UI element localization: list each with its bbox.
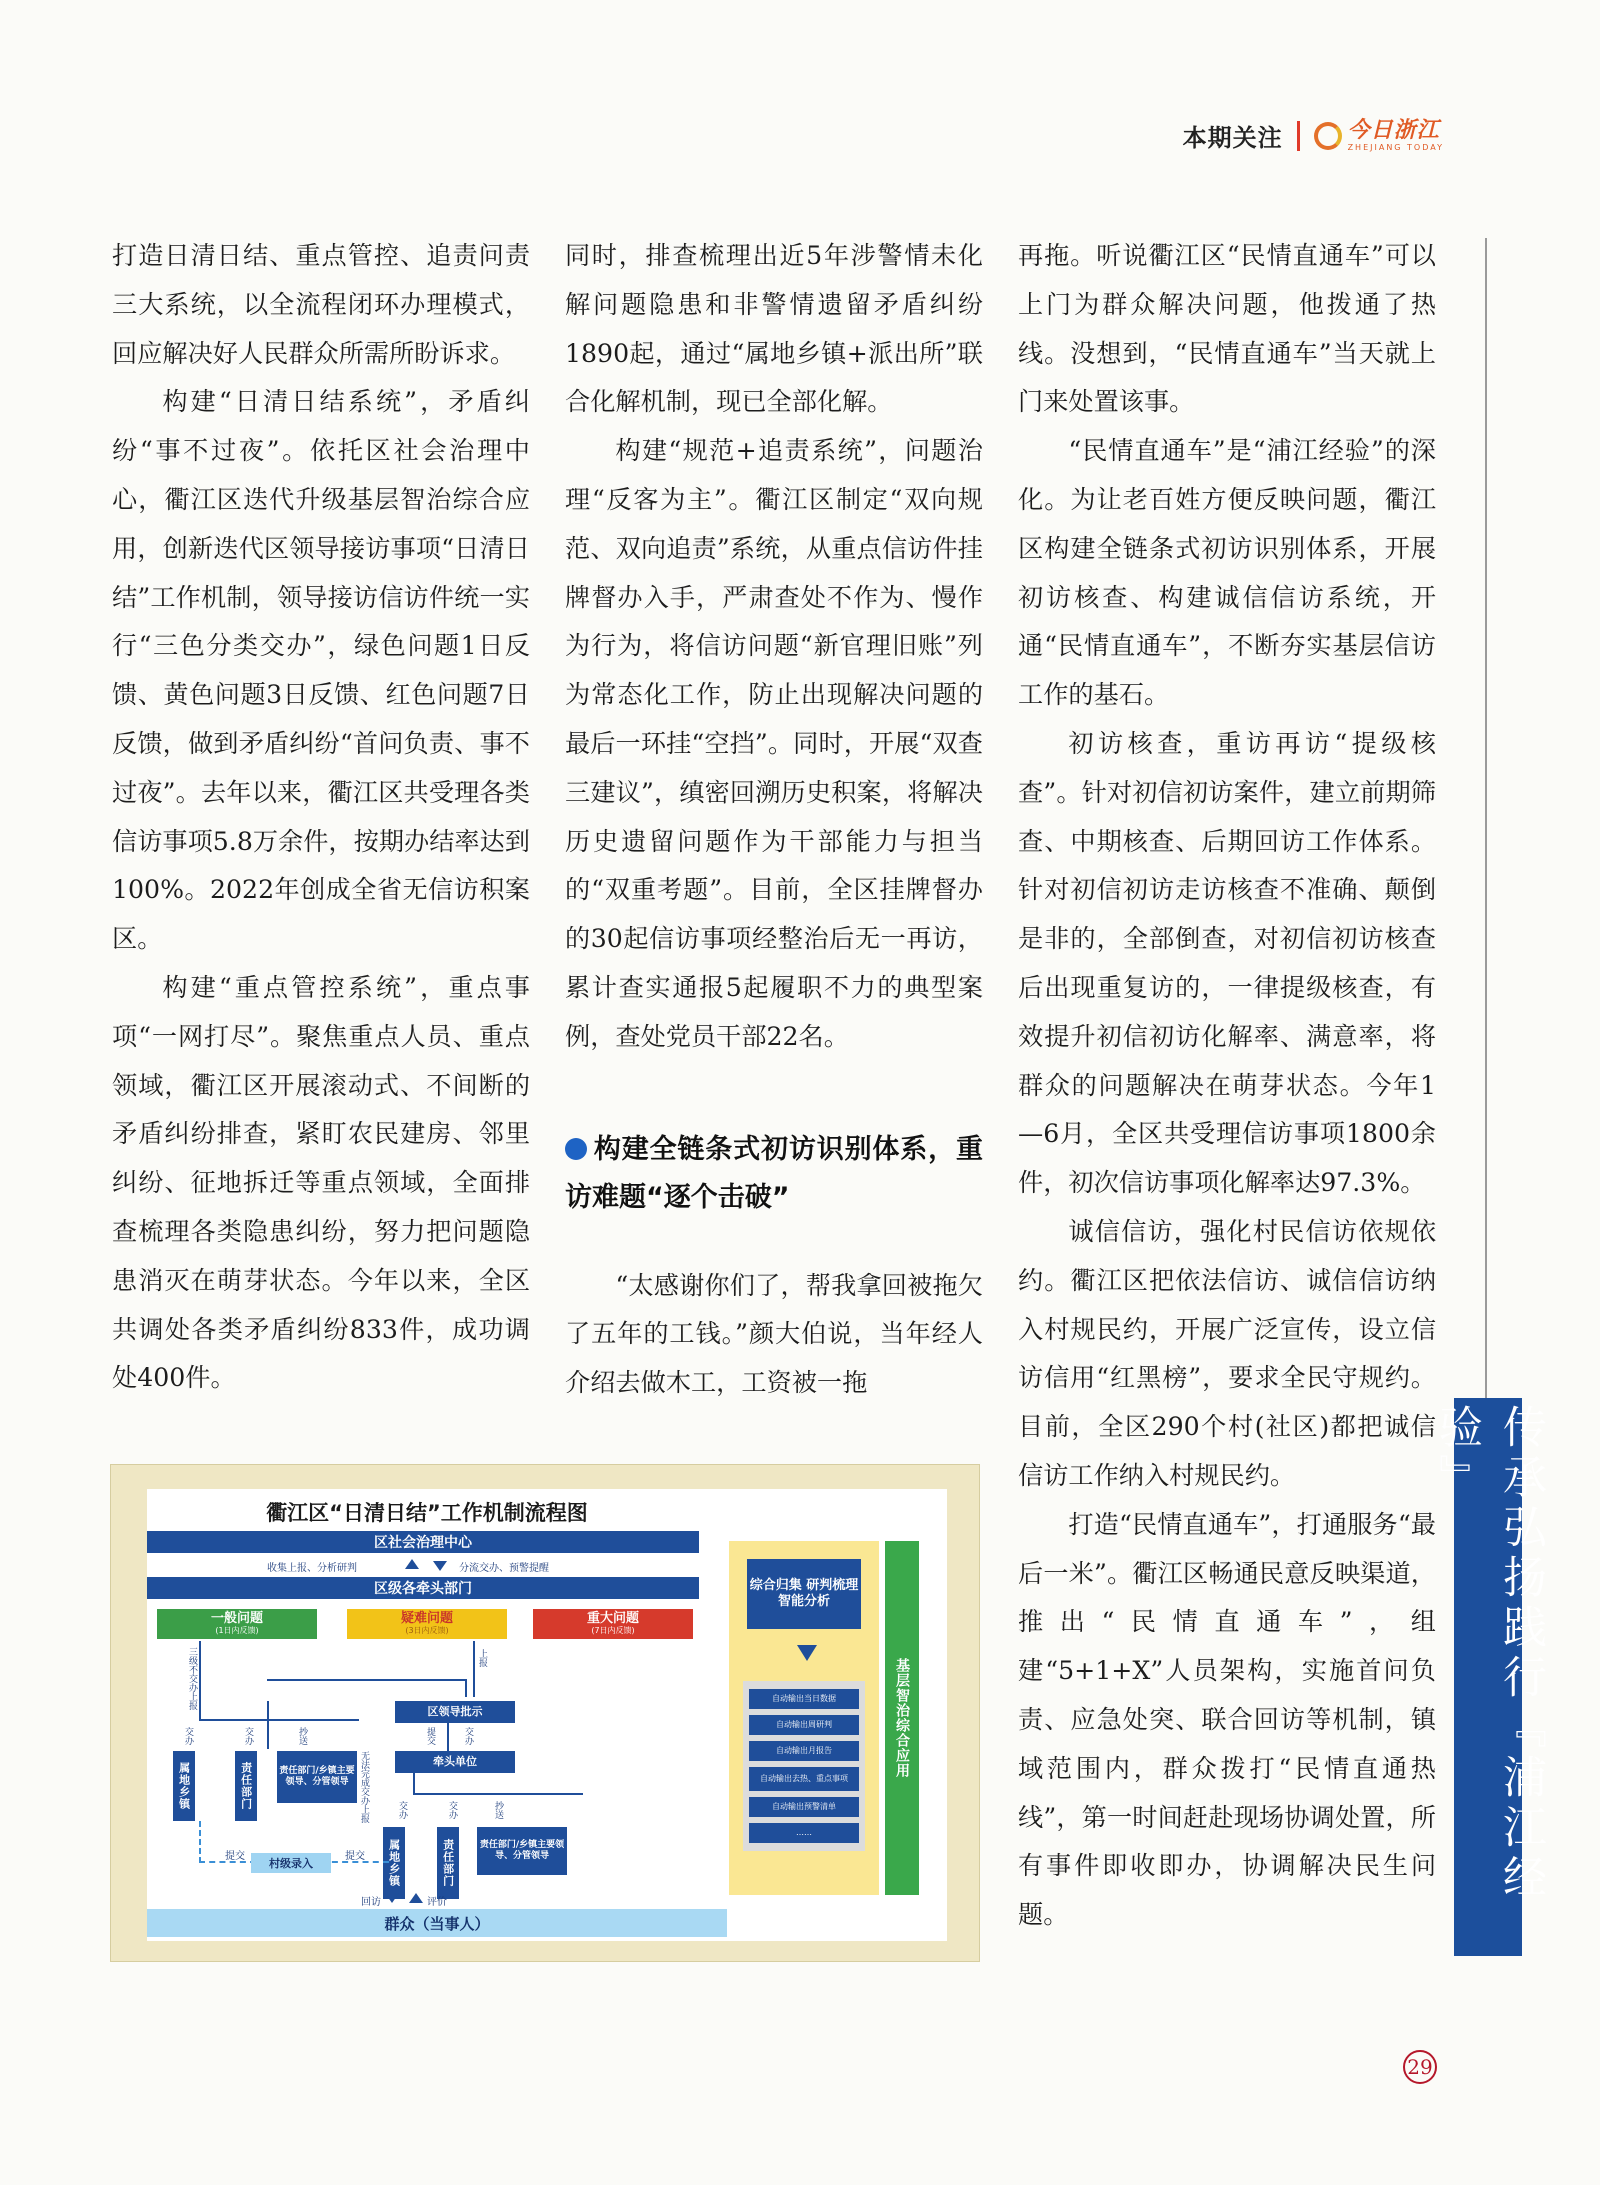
bullet-dot-icon: [565, 1138, 587, 1160]
dept-bar: 区级各牵头部门: [147, 1577, 699, 1599]
page-header: [1183, 118, 1444, 153]
label-assign: 交办: [243, 1727, 253, 1745]
page-number: 29: [1403, 2050, 1437, 2084]
logo-en: ZHEJIANG TODAY: [1347, 142, 1444, 152]
connector: [413, 1793, 583, 1795]
logo-cn: 今日浙江: [1347, 117, 1440, 143]
category-general: 一般问题 (1日内反馈): [157, 1609, 317, 1639]
local-town-box: 属地乡镇: [173, 1751, 195, 1821]
connector: [267, 1679, 467, 1681]
connector: [447, 1723, 449, 1751]
arrow-up-icon: [409, 1893, 423, 1903]
paragraph: 再拖。听说衢江区“民情直通车”可以上门为群众解决问题，他拨通了热线。没想到，“民情直通车”当天就上门来处置该事。: [1018, 241, 1436, 417]
output-item: 自动输出月报告: [749, 1741, 859, 1761]
connector: [199, 1719, 359, 1721]
leader-approve: 区领导批示: [395, 1701, 515, 1723]
note-left: 收集上报、分析研判: [267, 1563, 357, 1574]
label-report: 上报: [477, 1649, 487, 1667]
magazine-logo: [1314, 117, 1444, 152]
section-label: 本期关注: [1182, 124, 1283, 152]
connector: [473, 1641, 475, 1697]
paragraph: 同时，排查梳理出近5年涉警情未化解问题隐患和非警情遗留矛盾纠纷1890起，通过“属地乡镇+派出所”联合化解机制，现已全部化解。: [565, 241, 983, 417]
label-submit: 提交: [225, 1851, 245, 1862]
paragraph: 构建“规范+追责系统”，问题治理“反客为主”。衢江区制定“双向规范、双向追责”系统，从重点信访件挂牌督办入手，严肃查处不作为、慢作为行为，将信访问题“新官理旧账”列为常态化工作，防止出现解决问题的最后一环挂“空挡”。同时，开展“双查三建议”，缜密回溯历史积案，将解决历史遗留问题作为干部能力与担当的“双重考题”。目前，全区挂牌督办的30起信访事项经整治后无一再访，累计查实通报5起履职不力的典型案例，查处党员干部22名。: [565, 436, 983, 1051]
label-assign: 交办: [447, 1801, 457, 1819]
label-upreport: 三级不交办上报: [187, 1647, 197, 1710]
paragraph: 构建“日清日结系统”，矛盾纠纷“事不过夜”。依托区社会治理中心，衢江区迭代升级基层智治综合应用，创新迭代区领导接访事项“日清日结”工作机制，领导接访信访件统一实行“三色分类交办”，绿色问题1日反馈、黄色问题3日反馈、红色问题7日反馈，做到矛盾纠纷“首问负责、事不过夜”。去年以来，衢江区共受理各类信访事项5.8万余件，按期办结率达到100%。2022年创成全省无信访积案区。: [112, 387, 530, 954]
paragraph: “民情直通车”是“浦江经验”的深化。为让老百姓方便反映问题，衢江区构建全链条式初访识别体系，开展初访核查、构建诚信信访系统，开通“民情直通车”，不断夯实基层信访工作的基石。: [1018, 436, 1436, 710]
vertical-banner: 传承弘扬践行『浦江经验』: [1454, 1398, 1522, 1956]
green-strip: 基层智治综合应用: [885, 1541, 919, 1895]
column-3: [1018, 232, 1436, 1940]
local-town-box: 属地乡镇: [383, 1827, 405, 1899]
label-assign: 交办: [463, 1727, 473, 1745]
output-item: 自动输出当日数据: [749, 1689, 859, 1709]
column-rule: [1485, 238, 1487, 1400]
header-divider: [1297, 121, 1300, 151]
village-entry-box: 村级录入: [251, 1853, 331, 1873]
logo-mark-icon: [1314, 122, 1342, 150]
connector: [413, 1773, 415, 1795]
output-item: 自动输出去热、重点事项: [749, 1767, 859, 1791]
category-difficult: 疑难问题 (3日内反馈): [347, 1609, 507, 1639]
output-item: 自动输出周研判: [749, 1715, 859, 1735]
resp-dept-box: 责任部门: [437, 1827, 459, 1899]
column-2: [565, 232, 983, 1408]
arrow-up-icon: [405, 1559, 419, 1569]
resp-combo-box: 责任部门/乡镇主要领导、分管领导: [477, 1827, 567, 1875]
arrow-down-icon: [385, 1893, 399, 1903]
label-assign: 交办: [183, 1727, 193, 1745]
resp-dept-box: 责任部门: [235, 1751, 257, 1821]
label-assign: 交办: [397, 1801, 407, 1819]
category-major: 重大问题 (7日内反馈): [533, 1609, 693, 1639]
right-panel-list: [743, 1681, 865, 1851]
paragraph: 初访核查，重访再访“提级核查”。针对初信初访案件，建立前期筛查、中期核查、后期回访工作体系。针对初信初访走访核查不准确、颠倒是非的，全部倒查，对初信初访核查后出现重复访的，一律提级核查，有效提升初信初访化解率、满意率，将群众的问题解决在萌芽状态。今年1—6月，全区共受理信访事项1800余件，初次信访事项化解率达97.3%。: [1018, 728, 1436, 1198]
label-evaluate: 评价: [427, 1897, 447, 1908]
section-subhead: 构建全链条式初访识别体系，重访难题“逐个击破”: [565, 1133, 983, 1213]
paragraph: 构建“重点管控系统”，重点事项“一网打尽”。聚焦重点人员、重点领域，衢江区开展滚动式、不间断的矛盾纠纷排查，紧盯农民建房、邻里纠纷、征地拆迁等重点领域，全面排查梳理各类隐患纠纷，努力把问题隐患消灭在萌芽状态。今年以来，全区共调处各类矛盾纠纷833件，成功调处400件。: [112, 972, 530, 1393]
paragraph: 诚信信访，强化村民信访依规依约。衢江区把依法信访、诚信信访纳入村规民约，开展广泛宣传，设立信访信用“红黑榜”，要求全民守规约。目前，全区290个村(社区)都把诚信信访工作纳入村规民约。: [1018, 1216, 1436, 1490]
paragraph: 打造日清日结、重点管控、追责问责三大系统，以全流程闭环办理模式，回应解决好人民群众所需所盼诉求。: [112, 241, 530, 368]
column-1: [112, 232, 530, 1403]
dashed-connector: [199, 1821, 201, 1863]
flowchart: [147, 1489, 947, 1941]
flowchart-title: 衢江区“日清日结”工作机制流程图: [266, 1501, 588, 1525]
label-feedback: 回访: [361, 1897, 381, 1908]
resp-combo-box: 责任部门/乡镇主要领导、分管领导: [277, 1751, 357, 1803]
label-upreport2: 无法完成交办上报: [359, 1751, 369, 1823]
arrow-down-icon: [433, 1561, 447, 1571]
paragraph: “太感谢你们了，帮我拿回被拖欠了五年的工钱。”颜大伯说，当年经人介绍去做木工，工资被一拖: [565, 1270, 983, 1398]
flowchart-frame: [110, 1464, 980, 1962]
right-panel-head: 综合归集 研判梳理 智能分析: [747, 1559, 861, 1629]
connector: [465, 1679, 467, 1697]
output-item: 自动输出预警清单: [749, 1797, 859, 1817]
label-submit: 提交: [425, 1727, 435, 1745]
output-item: ……: [749, 1823, 859, 1843]
paragraph: 打造“民情直通车”，打通服务“最后一米”。衢江区畅通民意反映渠道，推出“民情直通车”，组建“5+1+X”人员架构，实施首问负责、应急处突、联合回访等机制，镇域范围内，群众拨打“民情直通热线”，第一时间赶赴现场协调处置，所有事件即收即办，协调解决民生问题。: [1018, 1509, 1436, 1930]
arrow-down-icon: [797, 1645, 817, 1661]
label-cc: 抄送: [297, 1727, 307, 1745]
label-submit: 提交: [345, 1851, 365, 1862]
connector: [267, 1701, 269, 1749]
masses-bar: 群众（当事人）: [147, 1909, 727, 1937]
connector: [199, 1641, 201, 1721]
note-right: 分流交办、预警提醒: [459, 1563, 549, 1574]
center-bar: 区社会治理中心: [147, 1531, 699, 1553]
label-cc: 抄送: [493, 1801, 503, 1819]
lead-unit: 牵头单位: [395, 1751, 515, 1773]
